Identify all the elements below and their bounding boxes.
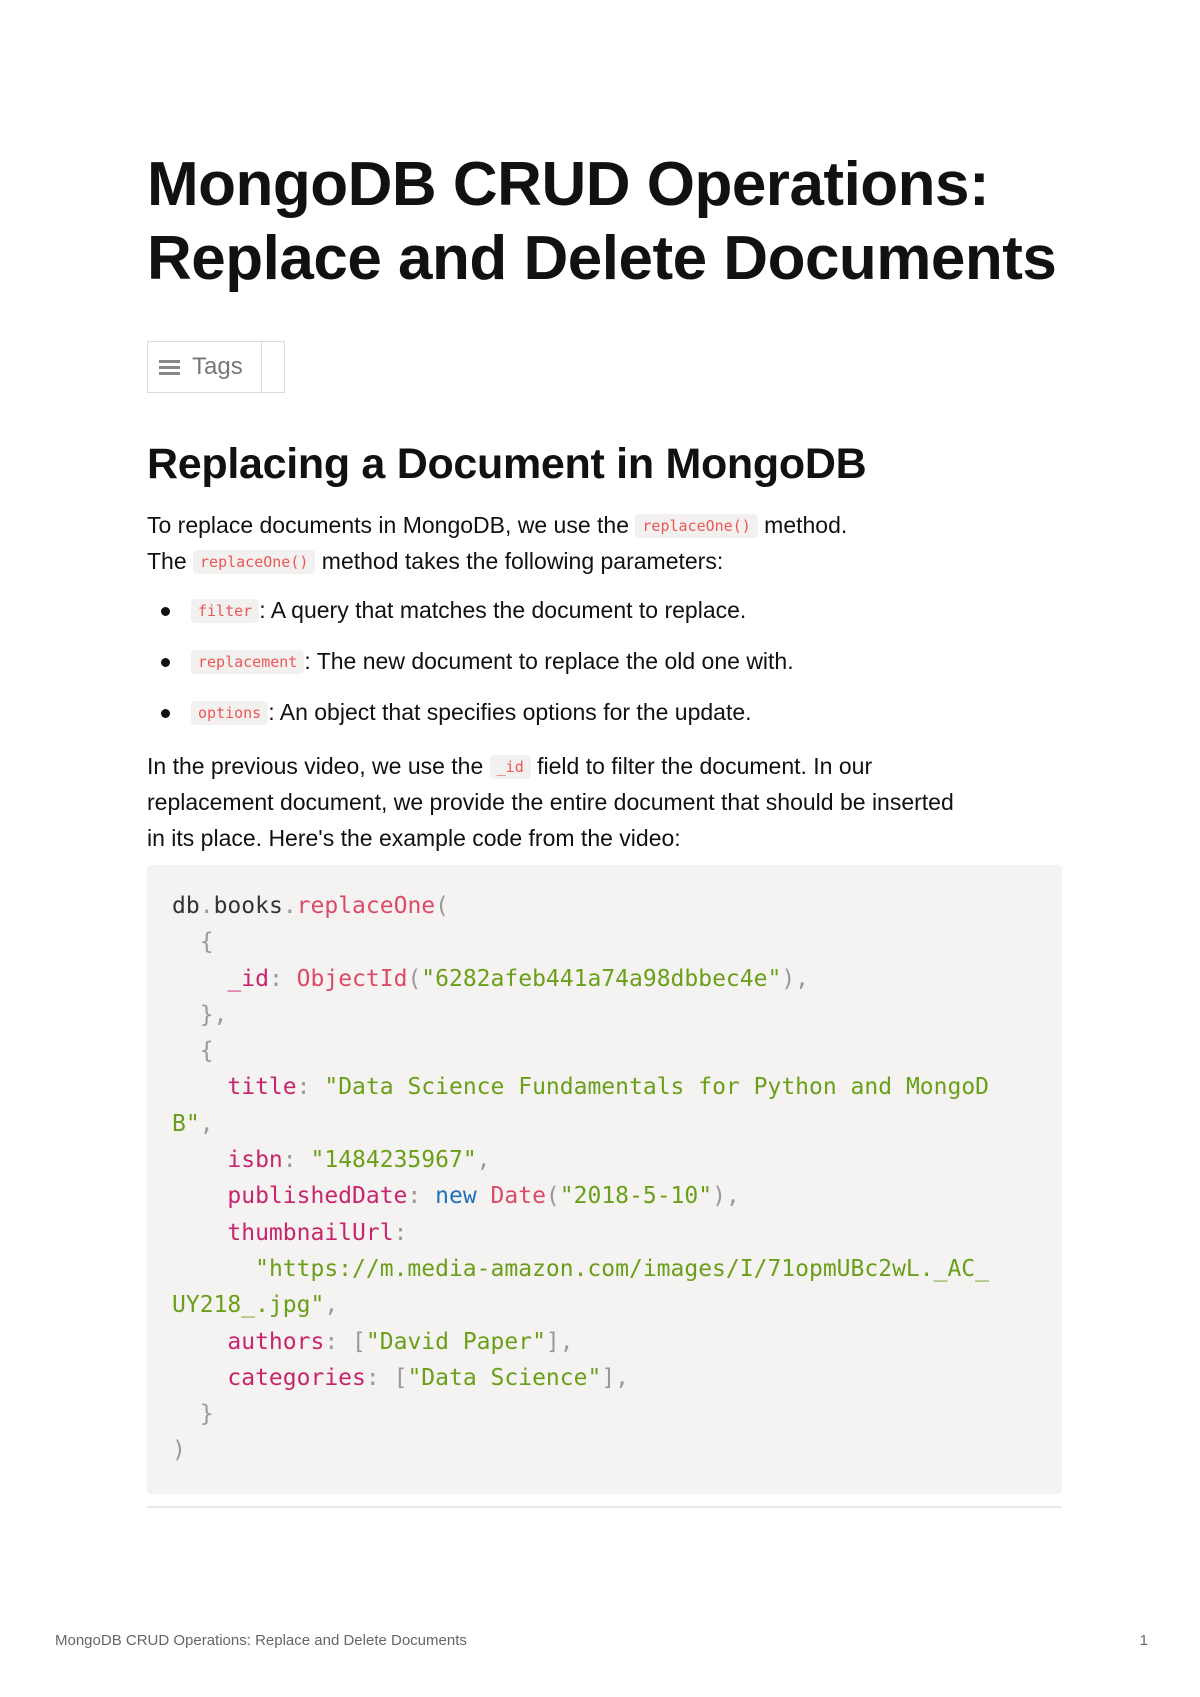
code-token: : [324, 1328, 339, 1355]
code-token: [ [352, 1328, 366, 1355]
code-token: : [407, 1183, 422, 1210]
param-description: : An object that specifies options for the update. [268, 699, 752, 725]
code-token: ) [172, 1437, 186, 1464]
list-item [147, 694, 794, 745]
param-description: : A query that matches the document to replace. [259, 597, 747, 623]
code-token: B" [172, 1110, 200, 1137]
page-title-line-1: MongoDB CRUD Operations: [147, 150, 990, 219]
page-number: 1 [1139, 1632, 1148, 1649]
paragraph-line-3: in its place. Here's the example code from the video: [147, 825, 681, 851]
code-token: "https://m.media-amazon.com/images/I/71opmUBc2wL._AC_ [255, 1255, 989, 1282]
code-token: categories [227, 1364, 366, 1391]
code-token: "Data Science" [407, 1364, 602, 1391]
code-token: "David Paper" [365, 1328, 546, 1355]
intro-text: method takes the following parameters: [315, 548, 724, 574]
code-token: . [282, 893, 297, 919]
code-token: thumbnailUrl [227, 1219, 394, 1246]
code-token: "6282afeb441a74a98dbbec4e" [421, 965, 782, 992]
paragraph-text: field to filter the document. In our [530, 753, 873, 779]
inline-code-param: filter [191, 599, 259, 623]
code-token: , [324, 1292, 339, 1319]
code-token: , [199, 1110, 214, 1137]
code-token: , [476, 1147, 491, 1174]
code-token: : [365, 1364, 380, 1391]
code-token: : [296, 1074, 311, 1101]
intro-line-1 [147, 507, 847, 544]
intro-text: To replace documents in MongoDB, we use the [147, 512, 636, 538]
code-token: _id [227, 965, 269, 992]
code-token: ( [545, 1183, 560, 1210]
code-token: }, [199, 1001, 228, 1028]
code-token: { [199, 1038, 214, 1065]
code-token: . [199, 893, 214, 919]
tags-divider [261, 342, 262, 392]
code-token: ( [407, 965, 422, 992]
code-token: "Data Science Fundamentals for Python and MongoD [324, 1074, 990, 1101]
code-token: ], [545, 1328, 574, 1355]
code-token: "1484235967" [310, 1147, 477, 1174]
code-token: : [393, 1219, 408, 1246]
list-item [147, 592, 794, 643]
inline-code-replaceone: replaceOne() [193, 550, 315, 574]
inline-code-replaceone: replaceOne() [635, 514, 757, 538]
code-token: ), [781, 965, 810, 992]
paragraph-line-1 [147, 748, 872, 785]
code-token: : [268, 965, 283, 992]
code-token: title [227, 1074, 297, 1101]
tags-property[interactable] [147, 341, 285, 393]
list-item [147, 643, 794, 694]
code-token: ObjectId [296, 965, 408, 992]
code-token: ], [601, 1364, 630, 1391]
intro-text: The [147, 548, 194, 574]
code-token: db [172, 893, 200, 919]
code-token: "2018-5-10" [559, 1183, 713, 1210]
intro-text: method. [757, 512, 848, 538]
page-title-line-2: Replace and Delete Documents [147, 224, 1057, 293]
code-token: { [199, 929, 214, 956]
code-block[interactable] [147, 865, 1062, 1494]
paragraph-line-2: replacement document, we provide the entire document that should be inserted [147, 789, 954, 815]
parameter-list [147, 592, 794, 745]
code-token: publishedDate [227, 1183, 408, 1210]
inline-code-id: _id [490, 755, 531, 779]
paragraph-text: In the previous video, we use the [147, 753, 490, 779]
code-token: UY218_.jpg" [172, 1292, 325, 1319]
inline-code-param: replacement [191, 650, 304, 674]
code-token: books [213, 893, 283, 919]
list-icon [160, 359, 180, 375]
code-token: authors [227, 1328, 325, 1355]
tags-label: Tags [192, 353, 243, 380]
inline-code-param: options [191, 701, 268, 725]
code-token: ), [712, 1183, 740, 1210]
code-token: [ [393, 1364, 408, 1391]
code-token: isbn [227, 1147, 283, 1174]
section-heading: Replacing a Document in MongoDB [147, 440, 867, 488]
page-title [147, 148, 1062, 296]
code-token: : [282, 1147, 297, 1174]
param-description: : The new document to replace the old one with. [304, 648, 794, 674]
code-token: new [435, 1183, 477, 1210]
footer-title: MongoDB CRUD Operations: Replace and Delete Documents [55, 1632, 467, 1649]
divider [147, 1506, 1062, 1508]
code-token: ( [435, 893, 450, 919]
code-token: replaceOne [296, 893, 436, 919]
code-token: } [199, 1401, 214, 1428]
code-token: Date [490, 1183, 546, 1210]
intro-line-2 [147, 543, 723, 580]
